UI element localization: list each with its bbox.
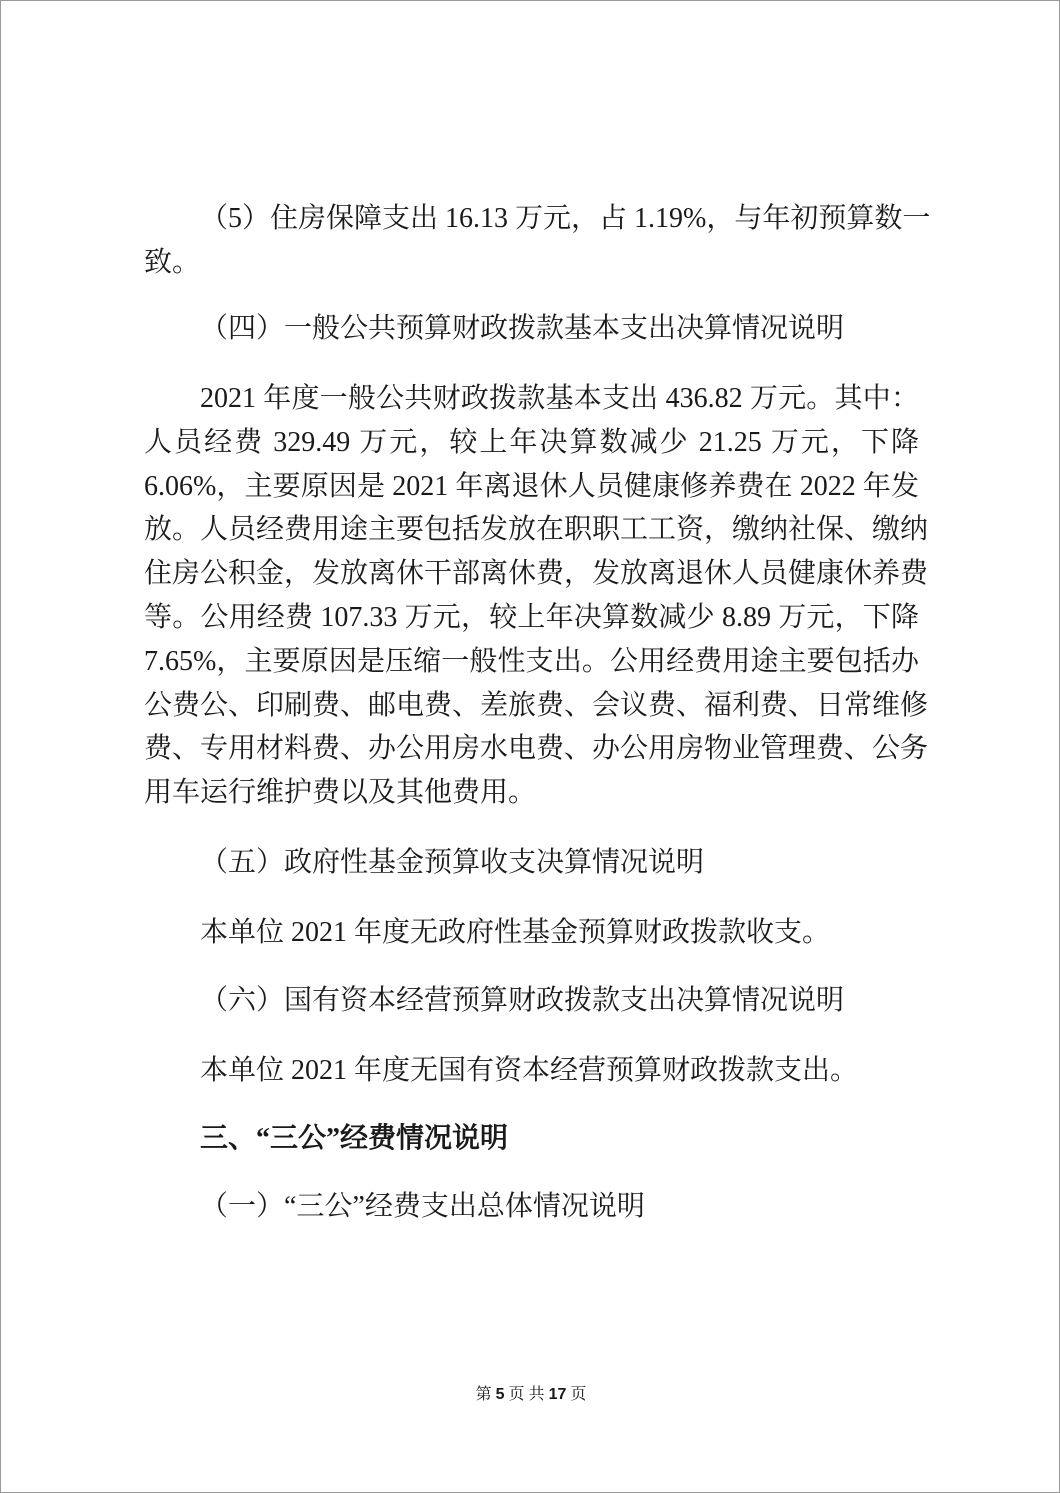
section-heading-government-fund <box>144 841 919 885</box>
text-line: （五）政府性基金预算收支决算情况说明 <box>200 847 705 878</box>
text-line: （5）住房保障支出 16.13 万元，占 1.19%，与年初预算数一 <box>200 203 931 234</box>
page-footer <box>1 1381 1060 1404</box>
text-line: 人员经费 329.49 万元，较上年决算数减少 21.25 万元，下降 <box>144 426 919 458</box>
text-line: 公费公、印刷费、邮电费、差旅费、会议费、福利费、日常维修 <box>144 689 929 721</box>
text-line: 住房公积金，发放离休干部离休费，发放离退休人员健康休养费 <box>144 558 929 590</box>
text-line: 费、专用材料费、办公用房水电费、办公用房物业管理费、公务 <box>144 733 929 765</box>
section-heading-basic-expenditure <box>144 307 919 351</box>
footer-suffix: 页 <box>570 1386 587 1403</box>
text-line: （一）“三公”经费支出总体情况说明 <box>200 1191 645 1222</box>
text-line: 用车运行维护费以及其他费用。 <box>144 777 537 809</box>
paragraph-state-capital <box>144 1049 919 1093</box>
text-line: 7.65%，主要原因是压缩一般性支出。公用经费用途主要包括办 <box>144 645 919 677</box>
current-page-number: 5 <box>495 1386 505 1403</box>
text-line: （四）一般公共预算财政拨款基本支出决算情况说明 <box>200 313 845 344</box>
text-line: 放。人员经费用途主要包括发放在职职工工资，缴纳社保、缴纳 <box>144 514 929 546</box>
footer-middle: 页 共 <box>508 1386 545 1403</box>
footer-prefix: 第 <box>475 1386 492 1403</box>
text-line: （六）国有资本经营预算财政拨款支出决算情况说明 <box>200 985 845 1016</box>
text-line: 本单位 2021 年度无政府性基金预算财政拨款收支。 <box>200 917 831 948</box>
paragraph-government-fund <box>144 911 919 955</box>
subsection-heading-three-public-overview <box>144 1185 919 1229</box>
text-line: 2021 年度一般公共财政拨款基本支出 436.82 万元。其中： <box>200 383 919 414</box>
section-heading-three-public <box>144 1117 919 1161</box>
paragraph-basic-expenditure <box>144 377 929 815</box>
text-line: 致。 <box>144 246 201 278</box>
paragraph-housing-expenditure <box>144 197 931 285</box>
text-line: 三、“三公”经费情况说明 <box>200 1123 509 1154</box>
total-page-count: 17 <box>548 1386 567 1403</box>
section-heading-state-capital <box>144 979 919 1023</box>
text-line: 本单位 2021 年度无国有资本经营预算财政拨款支出。 <box>200 1055 859 1086</box>
text-line: 6.06%，主要原因是 2021 年离退休人员健康修养费在 2022 年发 <box>144 470 919 502</box>
text-line: 等。公用经费 107.33 万元，较上年决算数减少 8.89 万元，下降 <box>144 601 919 633</box>
